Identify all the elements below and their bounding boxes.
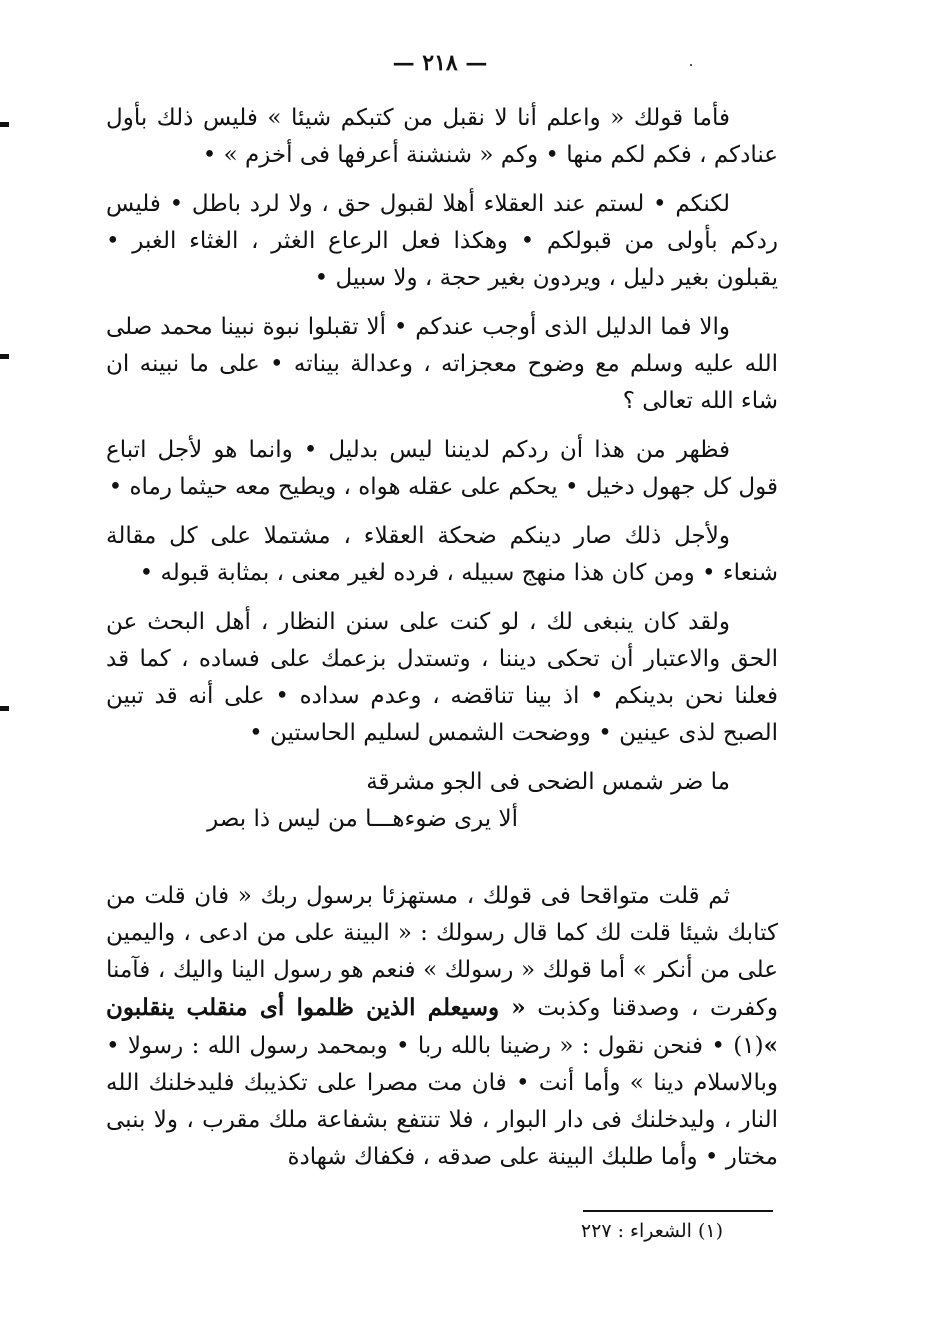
paragraph: لكنكم • لستم عند العقلاء أهلا لقبول حق ، ولا لرد باطل • فليس ردكم بأولى من قبولكم • وهكذا فعل الرعاع الغثر ، الغثاء الغبر • يقبلون بغير دليل ، ويردون بغير حجة ، ولا سبيل • bbox=[106, 191, 778, 291]
page-number: — ٢١٨ — bbox=[392, 50, 488, 76]
paragraph: ولقد كان ينبغى لك ، لو كنت على سنن النظار ، أهل البحث عن الحق والاعتبار أن تحكى ديننا ، وتستدل بزعمك على فساده ، كما قد فعلنا نحن بدينكم • اذ بينا تناقضه ، وعدم سداده • على أنه قد تبين الصبح لذى عينين • ووضحت الشمس لسليم الحاستين • bbox=[106, 609, 778, 746]
body-text bbox=[106, 100, 778, 1188]
poem bbox=[106, 764, 778, 838]
footnote-ref: (١) bbox=[733, 1033, 764, 1059]
poem-line: ألا يرى ضوءهـــا من ليس ذا بصر bbox=[207, 806, 518, 832]
edge-mark bbox=[0, 354, 9, 359]
edge-mark bbox=[0, 122, 9, 127]
paragraph bbox=[106, 878, 778, 1176]
paragraph: ولأجل ذلك صار دينكم ضحكة العقلاء ، مشتملا على كل مقالة شنعاء • ومن كان هذا منهج سبيله ، فرده لغير معنى ، بمثابة قبوله • bbox=[106, 523, 778, 586]
paragraph: فأما قولك « واعلم أنا لا نقبل من كتبكم شيئا » فليس ذلك بأول عنادكم ، فكم لكم منها • وكم « شنشنة أعرفها فى أخزم » • bbox=[106, 105, 778, 168]
edge-mark bbox=[0, 706, 9, 711]
poem-line: ما ضر شمس الضحى فى الجو مشرقة bbox=[366, 769, 730, 795]
quran-quote: « وسيعلم الذين ظلموا أى منقلب ينقلبون » bbox=[106, 994, 778, 1059]
paragraph: والا فما الدليل الذى أوجب عندكم • ألا تقبلوا نبوة نبينا محمد صلى الله عليه وسلم مع وضوح معجزاته ، وعدالة بيناته • على ما نبينه ان شاء الله تعالى ؟ bbox=[106, 314, 778, 414]
paragraph-text: • فنحن نقول : « رضينا بالله ربا • وبمحمد رسول الله : رسولا • وبالاسلام دينا » وأما أنت • فان مت مصرا على تكذيبك فليدخلنك الله النار ، وليدخلنك فى دار البوار ، فلا تنتفع بشفاعة ملك مقرب ، ولا بنبى مختار • وأما طلبك البينة على صدقه ، فكفاك شهادة bbox=[106, 1033, 778, 1170]
footnote-divider bbox=[583, 1210, 773, 1212]
paragraph-text: ثم قلت متواقحا فى قولك ، مستهزئا برسول ربك « فان قلت من كتابك شيئا قلت لك كما قال رسولك : « البينة على من ادعى ، واليمين على من أنكر » أما قولك « رسولك » فنعم هو رسول الينا واليك ، فآمنا وكفرت ، وصدقنا وكذبت bbox=[106, 883, 778, 1021]
paragraph: فظهر من هذا أن ردكم لديننا ليس بدليل • وانما هو لأجل اتباع قول كل جهول دخيل • يحكم على عقله هواه ، ويطيح معه حيثما رماه • bbox=[106, 437, 778, 500]
footnote: (١) الشعراء : ٢٢٧ bbox=[580, 1220, 723, 1242]
